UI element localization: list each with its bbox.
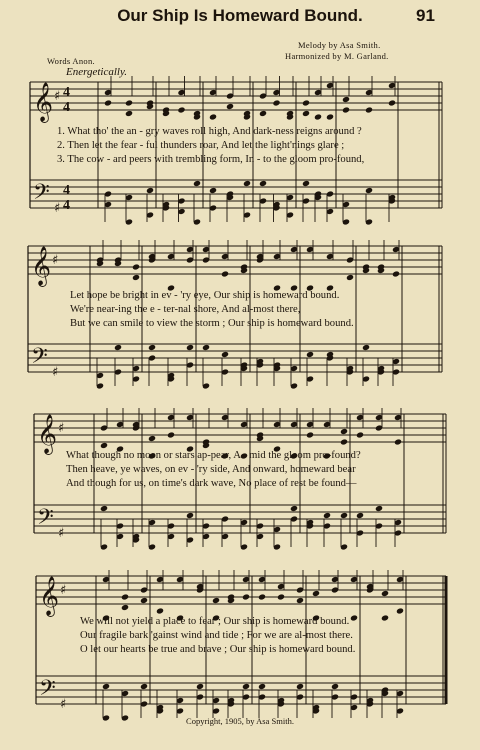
note-head	[259, 180, 267, 187]
lyric-line: O let our hearts be true and brave ; Our ship is homeward bound.	[80, 644, 356, 655]
harmony-credit: Harmonized by M. Garland.	[285, 51, 389, 61]
note-head	[381, 614, 389, 621]
note-head	[365, 187, 373, 194]
note-head	[193, 180, 201, 187]
time-signature: 4	[63, 100, 70, 115]
key-signature-sharp: ♯	[58, 421, 65, 436]
note-head	[302, 99, 310, 106]
bass-clef: 𝄢	[37, 505, 54, 535]
note-head	[326, 113, 334, 120]
lyric-line: 2. Then let the fear - ful thunders roar, And let the light'nings glare ;	[57, 140, 345, 151]
key-signature-sharp: ♯	[54, 201, 61, 216]
note-head	[114, 344, 122, 351]
note-head	[272, 99, 280, 106]
note-head	[186, 512, 194, 519]
note-head	[148, 435, 156, 442]
note-head	[356, 512, 364, 519]
time-signature: 4	[63, 85, 70, 100]
note-head	[121, 604, 129, 611]
note-head	[202, 344, 210, 351]
note-head	[209, 113, 217, 120]
note-head	[125, 99, 133, 106]
note-head	[394, 438, 402, 445]
note-head	[362, 344, 370, 351]
lyric-line: But we can smile to view the storm ; Our ship is homeward bound.	[70, 318, 354, 329]
note-head	[148, 344, 156, 351]
note-head	[306, 431, 314, 438]
note-head	[167, 431, 175, 438]
tempo-marking: Energetically.	[66, 66, 127, 78]
key-signature-sharp: ♯	[52, 253, 59, 268]
note-head	[156, 607, 164, 614]
hymn-title: Our Ship Is Homeward Bound.	[117, 6, 363, 25]
page-number: 91	[416, 6, 435, 25]
note-head	[396, 607, 404, 614]
note-head	[132, 274, 140, 281]
note-head	[177, 106, 185, 113]
lyric-line: 3. The cow - ard peers with trembling form, In - to the gloom pro-found,	[57, 154, 365, 165]
note-head	[331, 683, 339, 690]
note-head	[302, 180, 310, 187]
note-head	[196, 683, 204, 690]
note-head	[392, 270, 400, 277]
treble-clef: 𝄞	[33, 82, 54, 122]
key-signature-sharp: ♯	[54, 89, 61, 104]
note-head	[314, 113, 322, 120]
note-head	[312, 590, 320, 597]
key-signature-sharp: ♯	[58, 526, 65, 541]
time-signature: 4	[63, 198, 70, 213]
words-credit: Words Anon.	[47, 56, 95, 66]
note-head	[350, 614, 358, 621]
key-signature-sharp: ♯	[52, 365, 59, 380]
note-head	[140, 683, 148, 690]
treble-clef: 𝄞	[37, 414, 58, 454]
note-head	[100, 505, 108, 512]
note-head	[258, 683, 266, 690]
note-head	[290, 505, 298, 512]
note-head	[346, 274, 354, 281]
note-head	[221, 351, 229, 358]
lyric-line: We're near-ing the e - ter-nal shore, And al-most there,	[70, 304, 301, 315]
note-head	[243, 180, 251, 187]
note-head	[342, 106, 350, 113]
lyric-line: And though for us, on time's dark wave, No place of rest be found—	[66, 478, 357, 489]
key-signature-sharp: ♯	[60, 583, 67, 598]
time-signature: 4	[63, 183, 70, 198]
note-head	[226, 103, 234, 110]
note-head	[365, 106, 373, 113]
note-head	[381, 590, 389, 597]
note-head	[221, 270, 229, 277]
lyric-line: We will not yield a place to fear ; Our ship is homeward bound.	[80, 616, 350, 627]
bass-clef: 𝄢	[31, 344, 48, 374]
note-head	[340, 438, 348, 445]
note-head	[259, 110, 267, 117]
lyric-line: What though no moon or stars ap-pear, A - mid the gloom pro-found?	[66, 450, 361, 461]
lyric-line: Let hope be bright in ev - 'ry eye, Our ship is homeward bound.	[70, 290, 340, 301]
note-head	[104, 99, 112, 106]
note-head	[125, 110, 133, 117]
note-head	[302, 110, 310, 117]
note-head	[296, 683, 304, 690]
copyright-notice: Copyright, 1905, by Asa Smith.	[186, 716, 294, 726]
bass-clef: 𝄢	[39, 676, 56, 706]
note-head	[323, 512, 331, 519]
note-head	[121, 593, 129, 600]
melody-credit: Melody by Asa Smith.	[298, 40, 381, 50]
note-head	[132, 263, 140, 270]
note-head	[242, 683, 250, 690]
note-head	[296, 597, 304, 604]
note-head	[146, 187, 154, 194]
lyric-line: Our fragile bark 'gainst wind and tide ; For we are al-most there.	[80, 630, 353, 641]
treble-clef: 𝄞	[31, 246, 52, 286]
note-head	[306, 351, 314, 358]
note-head	[356, 431, 364, 438]
note-head	[212, 597, 220, 604]
note-head	[100, 442, 108, 449]
lyric-line: 1. What tho' the an - gry waves roll high, And dark-ness reigns around ?	[57, 126, 362, 137]
note-head	[388, 99, 396, 106]
note-head	[340, 428, 348, 435]
lyric-line: Then heave, ye waves, on ev - 'ry side, And onward, homeward bear	[66, 464, 356, 475]
note-head	[102, 683, 110, 690]
treble-clef: 𝄞	[39, 576, 60, 616]
note-head	[258, 593, 266, 600]
note-head	[186, 344, 194, 351]
note-head	[140, 597, 148, 604]
note-head	[242, 593, 250, 600]
key-signature-sharp: ♯	[60, 697, 67, 712]
note-head	[277, 593, 285, 600]
bass-clef: 𝄢	[33, 180, 50, 210]
note-head	[342, 96, 350, 103]
note-head	[375, 505, 383, 512]
note-head	[340, 512, 348, 519]
note-head	[209, 187, 217, 194]
